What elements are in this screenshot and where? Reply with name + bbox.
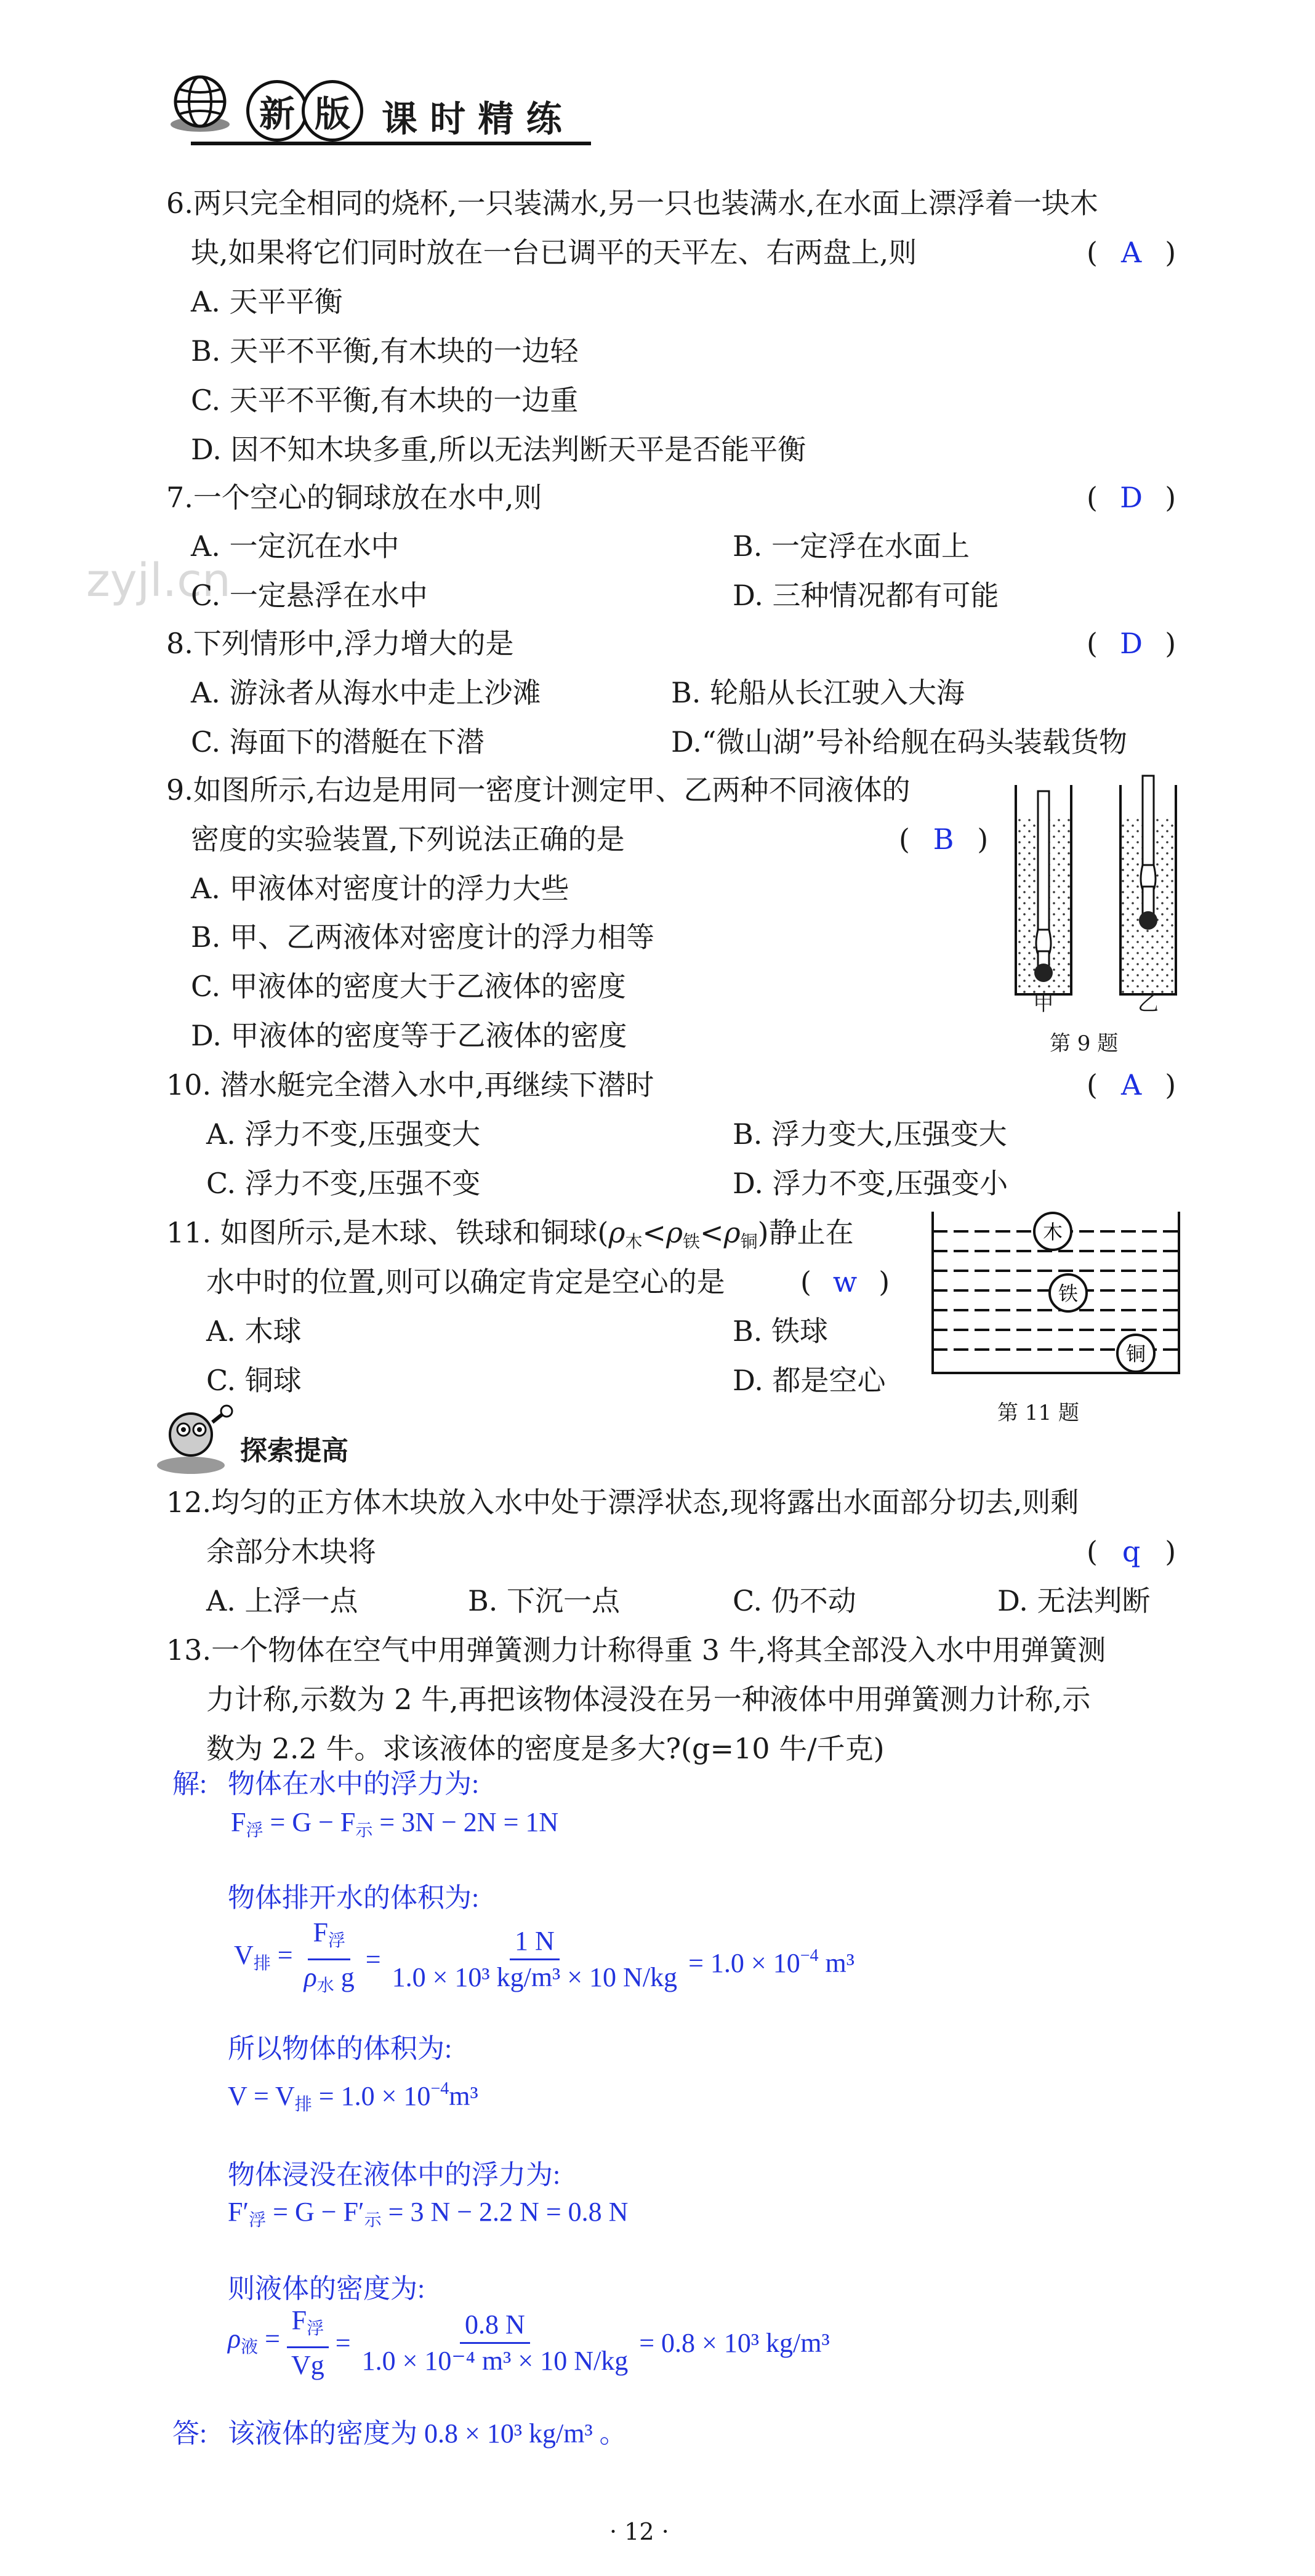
q6-answer-bracket: ( A )	[1087, 234, 1176, 271]
solution-step1-eq-end: = 3N − 2N = 1N	[372, 1807, 559, 1837]
q11-rho-mu: $\rho_木$	[608, 1216, 643, 1252]
q10-option-d: D. 浮力不变,压强变小	[733, 1167, 1008, 1200]
q10-option-c: C. 浮力不变,压强不变	[206, 1167, 481, 1200]
q9-label-jia: 甲	[1033, 991, 1054, 1016]
section-title: 探索提高	[240, 1435, 348, 1467]
q6-option-d: D. 因不知木块多重,所以无法判断天平是否能平衡	[191, 433, 806, 466]
q9-option-d: D. 甲液体的密度等于乙液体的密度	[191, 1019, 627, 1052]
q12-option-d: D. 无法判断	[997, 1584, 1151, 1617]
solution-step4-eq: $F'_浮 = G - F'_示 = 3$ N − 2.2 N = 0.8 N	[228, 2197, 629, 2230]
q8-stem: 8.下列情形中,浮力增大的是	[166, 627, 514, 660]
q11-line1-a: 11. 如图所示,是木球、铁球和铜球(	[166, 1216, 609, 1249]
q11-line1-b: )静止在	[757, 1216, 854, 1249]
q11-rho-tie-sub: 铁	[683, 1231, 701, 1252]
solution-step2-denominator: 1.0 × 10³ kg/m³ × 10 N/kg	[392, 1962, 678, 1992]
q12-option-a: A. 上浮一点	[206, 1584, 358, 1617]
q13-line3: 数为 2.2 牛。求该液体的密度是多大?(g=10 牛/千克)	[206, 1732, 885, 1765]
q11-option-d: D. 都是空心	[733, 1364, 886, 1397]
q11-ball-iron	[1050, 1274, 1087, 1311]
q13-line1: 13.一个物体在空气中用弹簧测力计称得重 3 牛,将其全部没入水中用弹簧测	[166, 1633, 1106, 1667]
page-number: · 12 ·	[609, 2518, 669, 2545]
solution-step3-eq-end: = 1.0 × 10	[312, 2081, 431, 2111]
solution-step4-eq-end: = 3 N − 2.2 N = 0.8 N	[381, 2197, 629, 2227]
solution-step3-eq-start: V = V	[228, 2081, 295, 2111]
q6-option-b: B. 天平不平衡,有木块的一边轻	[191, 334, 579, 368]
q11-ball-copper-text: 铜	[1125, 1342, 1146, 1366]
solution-step3-title: 所以物体的体积为:	[228, 2034, 452, 2064]
q7-option-c: C. 一定悬浮在水中	[191, 579, 428, 612]
globe-logo-icon	[166, 68, 234, 135]
q10-answer: A	[1120, 1068, 1142, 1101]
solution-step3-eq: $V = V_排 = 1.0 \times 10^{-4}m^3$	[228, 2079, 478, 2114]
q11-line1: 11. 如图所示,是木球、铁球和铜球$(\rho_木<\rho_铁<\rho_铜)$静止在	[166, 1216, 854, 1252]
q9-label-yi: 乙	[1138, 991, 1159, 1016]
q11-rho-tong-sub: 铜	[740, 1231, 758, 1252]
header-badge-edition-text: 版	[314, 93, 350, 135]
solution-step2-result: = 1.0 × 10	[688, 1947, 800, 1978]
solution-step1-eq-mid: = G − F	[270, 1807, 356, 1837]
q6-line2: 块,如果将它们同时放在一台已调平的天平左、右两盘上,则	[191, 236, 917, 269]
q11-caption: 第 11 题	[997, 1401, 1079, 1425]
q9-option-c: C. 甲液体的密度大于乙液体的密度	[191, 970, 626, 1003]
solution-step2-eq: $V_排$ = $\frac{F_浮}{\rho_水 g}$ = $\frac{1 N}{\text{1.0 × 10³ kg/m³ × 10 N/kg}}$ = $1.0 \times 10^{-4}$ m³	[234, 1917, 855, 1995]
q11-line2: 水中时的位置,则可以确定肯定是空心的是	[206, 1265, 725, 1298]
q8-option-a: A. 游泳者从海水中走上沙滩	[191, 676, 541, 709]
q12-answer: q	[1122, 1535, 1141, 1568]
q11-option-b: B. 铁球	[733, 1314, 829, 1348]
solution-step2-unit: m³	[818, 1947, 855, 1978]
q12-answer-bracket: ( q )	[1087, 1533, 1176, 1570]
solution-step5-numerator: 0.8 N	[460, 2310, 530, 2344]
q10-stem: 10. 潜水艇完全潜入水中,再继续下潜时	[166, 1068, 654, 1101]
q7-stem: 7.一个空心的铜球放在水中,则	[166, 481, 542, 514]
section-header	[154, 1404, 376, 1478]
watermark: zyjl.cn	[86, 554, 231, 607]
q11-option-a: A. 木球	[206, 1314, 302, 1348]
header	[166, 55, 597, 148]
header-badge-edition	[302, 80, 363, 142]
solution-step5-eq: $\rho_液$ = $\frac{F_浮}{Vg}$ = $\frac{0.8 N}{\text{1.0 × 10⁻⁴ m³ × 10 N/kg}}$ = 0.8 × 10³ kg/m³	[228, 2305, 830, 2380]
q11-answer-bracket: ( w )	[800, 1263, 890, 1300]
solution-step5-title: 则液体的密度为:	[228, 2274, 425, 2304]
solution-step2-numerator: 1 N	[510, 1926, 560, 1960]
solution-step5-denominator: 1.0 × 10⁻⁴ m³ × 10 N/kg	[361, 2346, 629, 2376]
q11-ball-wood-text: 木	[1042, 1220, 1063, 1244]
solution-step1-title: 物体在水中的浮力为:	[228, 1769, 480, 1799]
q9-line2: 密度的实验装置,下列说法正确的是	[191, 823, 625, 856]
header-rule	[191, 142, 591, 145]
header-title: 课 时 精 练	[382, 98, 562, 140]
q7-option-a: A. 一定沉在水中	[191, 529, 400, 563]
q9-line1: 9.如图所示,右边是用同一密度计测定甲、乙两种不同液体的	[166, 773, 911, 807]
solution-step4-eq-mid: = G − F′	[266, 2197, 364, 2227]
q6-answer: A	[1120, 236, 1142, 269]
solution-step1-eq: $F_浮 = G - F_示 = 3N - 2N = 1N$	[231, 1807, 559, 1840]
header-badge-new	[246, 80, 308, 142]
q9-answer-bracket: ( B )	[899, 821, 988, 858]
q11-rho-mu-sub: 木	[625, 1231, 643, 1252]
solution-step4-title: 物体浸没在液体中的浮力为:	[228, 2160, 561, 2190]
q6-option-a: A. 天平平衡	[191, 285, 343, 318]
q11-rho-tong: $\rho_铜$	[723, 1216, 758, 1252]
q6-line1: 6.两只完全相同的烧杯,一只装满水,另一只也装满水,在水面上漂浮着一块木	[166, 187, 1098, 220]
solution-label: 解:	[172, 1769, 207, 1799]
q9-jar-jia	[1016, 785, 1071, 994]
q10-option-b: B. 浮力变大,压强变大	[733, 1117, 1007, 1151]
solution-step2-exp: −4	[800, 1946, 819, 1965]
answer-text: 该液体的密度为 0.8 × 10³ kg/m³ 。	[228, 2418, 627, 2449]
q8-option-c: C. 海面下的潜艇在下潜	[191, 725, 485, 759]
q9-answer: B	[933, 823, 954, 856]
solution-step5-result: = 0.8 × 10³ kg/m³	[639, 2327, 830, 2358]
q6-option-c: C. 天平不平衡,有木块的一边重	[191, 384, 579, 417]
q9-caption: 第 9 题	[1050, 1031, 1119, 1056]
solution-step2-title: 物体排开水的体积为:	[228, 1883, 480, 1913]
q11-option-c: C. 铜球	[206, 1364, 302, 1397]
q8-option-d: D.“微山湖”号补给舰在码头装载货物	[671, 725, 1127, 759]
q8-answer: D	[1120, 627, 1143, 660]
explorer-mascot-icon	[154, 1404, 234, 1478]
q12-line2: 余部分木块将	[206, 1535, 376, 1568]
q13-line2: 力计称,示数为 2 牛,再把该物体浸没在另一种液体中用弹簧测力计称,示	[206, 1683, 1091, 1716]
q12-option-c: C. 仍不动	[733, 1584, 856, 1617]
header-badge-new-text: 新	[259, 93, 295, 135]
q10-answer-bracket: ( A )	[1087, 1066, 1176, 1103]
q11-ball-copper	[1117, 1335, 1154, 1372]
q11-ball-wood	[1034, 1213, 1071, 1250]
q8-answer-bracket: ( D )	[1087, 625, 1176, 662]
q9-figure	[997, 773, 1200, 1019]
q9-option-a: A. 甲液体对密度计的浮力大些	[191, 872, 569, 905]
q7-option-b: B. 一定浮在水面上	[733, 529, 970, 563]
q12-option-b: B. 下沉一点	[468, 1584, 621, 1617]
solution-step3-unit: m³	[449, 2081, 478, 2111]
q11-rho-tie: $\rho_铁$	[666, 1216, 701, 1252]
q7-answer: D	[1120, 481, 1143, 514]
q11-ball-iron-text: 铁	[1058, 1282, 1079, 1305]
q12-line1: 12.均匀的正方体木块放入水中处于漂浮状态,现将露出水面部分切去,则剩	[166, 1486, 1079, 1519]
q7-option-d: D. 三种情况都有可能	[733, 579, 999, 612]
q8-option-b: B. 轮船从长江驶入大海	[671, 676, 965, 709]
solution-step3-exp: −4	[430, 2079, 449, 2098]
q9-jar-yi	[1120, 776, 1176, 994]
q10-option-a: A. 浮力不变,压强变大	[206, 1117, 481, 1151]
q7-answer-bracket: ( D )	[1087, 479, 1176, 516]
q9-option-b: B. 甲、乙两液体对密度计的浮力相等	[191, 920, 655, 954]
answer-label: 答:	[172, 2418, 207, 2449]
q11-answer: w	[832, 1265, 858, 1298]
q11-figure	[927, 1207, 1185, 1385]
